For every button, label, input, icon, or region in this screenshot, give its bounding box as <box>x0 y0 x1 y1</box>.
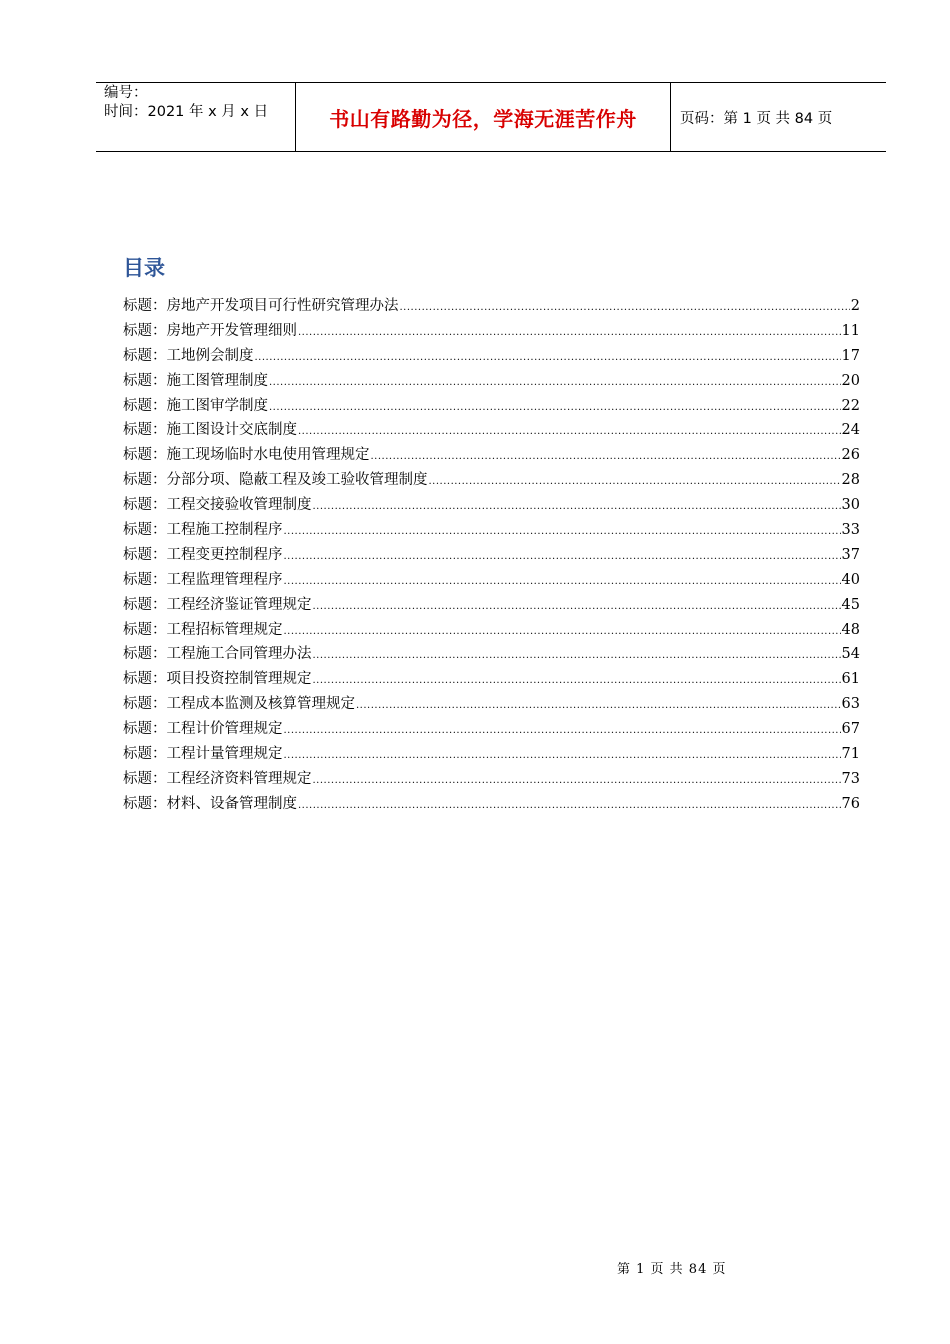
toc-entry-page: 73 <box>841 770 860 787</box>
toc-entry-page: 20 <box>841 372 860 389</box>
toc-leader-dots <box>400 294 850 321</box>
page-footer: 第 1 页 共 84 页 <box>617 1262 727 1277</box>
toc-leader-dots <box>284 518 841 545</box>
toc-entry-label: 标题：施工图管理制度 <box>123 372 268 389</box>
toc-leader-dots <box>298 792 841 819</box>
toc-entry[interactable] <box>123 642 860 667</box>
toc-entry-page: 37 <box>841 546 860 563</box>
toc-leader-dots <box>313 642 841 669</box>
toc-entry[interactable] <box>123 319 860 344</box>
toc-entry-label: 标题：工程计价管理规定 <box>123 721 283 738</box>
toc-entry-page: 63 <box>841 696 860 713</box>
toc-entry-page: 40 <box>841 571 860 588</box>
toc-entry-label: 标题：工程成本监测及核算管理规定 <box>123 696 355 713</box>
toc-entry-page: 17 <box>841 347 860 364</box>
toc-entry-page: 22 <box>841 397 860 414</box>
toc-entry-label: 标题：房地产开发管理细则 <box>123 322 297 339</box>
toc-leader-dots <box>284 717 841 744</box>
toc-entry-label: 标题：房地产开发项目可行性研究管理办法 <box>123 298 399 314</box>
toc-entry-page: 54 <box>841 646 860 663</box>
toc-entry[interactable] <box>123 717 860 742</box>
toc-entry[interactable] <box>123 618 860 643</box>
toc-entry-label: 标题：施工现场临时水电使用管理规定 <box>123 447 370 464</box>
toc-entry[interactable] <box>123 418 860 443</box>
toc-entry[interactable] <box>123 667 860 692</box>
toc-entry-page: 11 <box>841 322 860 339</box>
toc-entry[interactable] <box>123 344 860 369</box>
toc-entry[interactable] <box>123 742 860 767</box>
toc-entry-page: 61 <box>841 671 860 688</box>
toc-entry-page: 67 <box>841 721 860 738</box>
table-of-contents <box>123 294 860 817</box>
toc-entry[interactable] <box>123 568 860 593</box>
toc-entry-label: 标题：施工图设计交底制度 <box>123 422 297 439</box>
toc-leader-dots <box>284 568 841 595</box>
toc-leader-dots <box>269 369 841 396</box>
toc-entry-label: 标题：工程经济资料管理规定 <box>123 770 312 787</box>
page-header <box>96 82 886 152</box>
toc-leader-dots <box>284 618 841 645</box>
toc-leader-dots <box>429 468 841 495</box>
toc-entry-label: 标题：工程经济鉴证管理规定 <box>123 596 312 613</box>
toc-entry[interactable] <box>123 543 860 568</box>
toc-entry-label: 标题：工地例会制度 <box>123 347 254 364</box>
toc-entry-label: 标题：施工图审学制度 <box>123 397 268 414</box>
header-page-info: 页码：第 1 页 共 84 页 <box>680 110 833 127</box>
toc-entry[interactable] <box>123 443 860 468</box>
toc-entry-page: 2 <box>850 298 860 314</box>
toc-entry-page: 28 <box>841 472 860 489</box>
toc-leader-dots <box>284 543 841 570</box>
toc-entry-label: 标题：工程变更控制程序 <box>123 546 283 563</box>
header-meta-cell <box>96 83 296 151</box>
toc-entry-label: 标题：工程施工合同管理办法 <box>123 646 312 663</box>
toc-leader-dots <box>313 667 841 694</box>
toc-entry[interactable] <box>123 767 860 792</box>
toc-leader-dots <box>298 319 841 346</box>
toc-leader-dots <box>313 593 841 620</box>
header-motto-cell <box>296 83 671 151</box>
toc-entry-label: 标题：工程交接验收管理制度 <box>123 497 312 514</box>
toc-entry[interactable] <box>123 493 860 518</box>
toc-entry-page: 33 <box>841 522 860 539</box>
toc-entry-label: 标题：工程监理管理程序 <box>123 571 283 588</box>
toc-entry-page: 71 <box>841 746 860 763</box>
toc-leader-dots <box>313 767 841 794</box>
toc-entry-page: 76 <box>841 795 860 812</box>
header-motto: 书山有路勤为径，学海无涯苦作舟 <box>329 106 637 131</box>
toc-entry[interactable] <box>123 692 860 717</box>
toc-entry-label: 标题：工程计量管理规定 <box>123 746 283 763</box>
toc-entry[interactable] <box>123 792 860 817</box>
toc-entry[interactable] <box>123 468 860 493</box>
toc-entry[interactable] <box>123 294 860 319</box>
toc-leader-dots <box>313 493 841 520</box>
toc-entry-label: 标题：工程招标管理规定 <box>123 621 283 638</box>
toc-leader-dots <box>255 344 841 371</box>
toc-entry-label: 标题：项目投资控制管理规定 <box>123 671 312 688</box>
toc-entry-page: 24 <box>841 422 860 439</box>
toc-entry-page: 45 <box>841 596 860 613</box>
toc-entry[interactable] <box>123 593 860 618</box>
toc-entry-label: 标题：分部分项、隐蔽工程及竣工验收管理制度 <box>123 472 428 489</box>
document-number-label: 编号： <box>104 85 148 101</box>
toc-entry-label: 标题：工程施工控制程序 <box>123 522 283 539</box>
toc-entry[interactable] <box>123 369 860 394</box>
header-page-cell <box>671 83 886 151</box>
toc-title: 目录 <box>123 256 165 280</box>
toc-leader-dots <box>298 418 841 445</box>
toc-entry-page: 48 <box>841 621 860 638</box>
toc-leader-dots <box>356 692 841 719</box>
toc-leader-dots <box>284 742 841 769</box>
toc-entry[interactable] <box>123 394 860 419</box>
toc-leader-dots <box>269 394 841 421</box>
toc-entry-page: 26 <box>841 447 860 464</box>
document-time: 时间：2021 年 x 月 x 日 <box>104 104 269 120</box>
toc-entry[interactable] <box>123 518 860 543</box>
toc-leader-dots <box>371 443 841 470</box>
toc-entry-page: 30 <box>841 497 860 514</box>
toc-entry-label: 标题：材料、设备管理制度 <box>123 795 297 812</box>
